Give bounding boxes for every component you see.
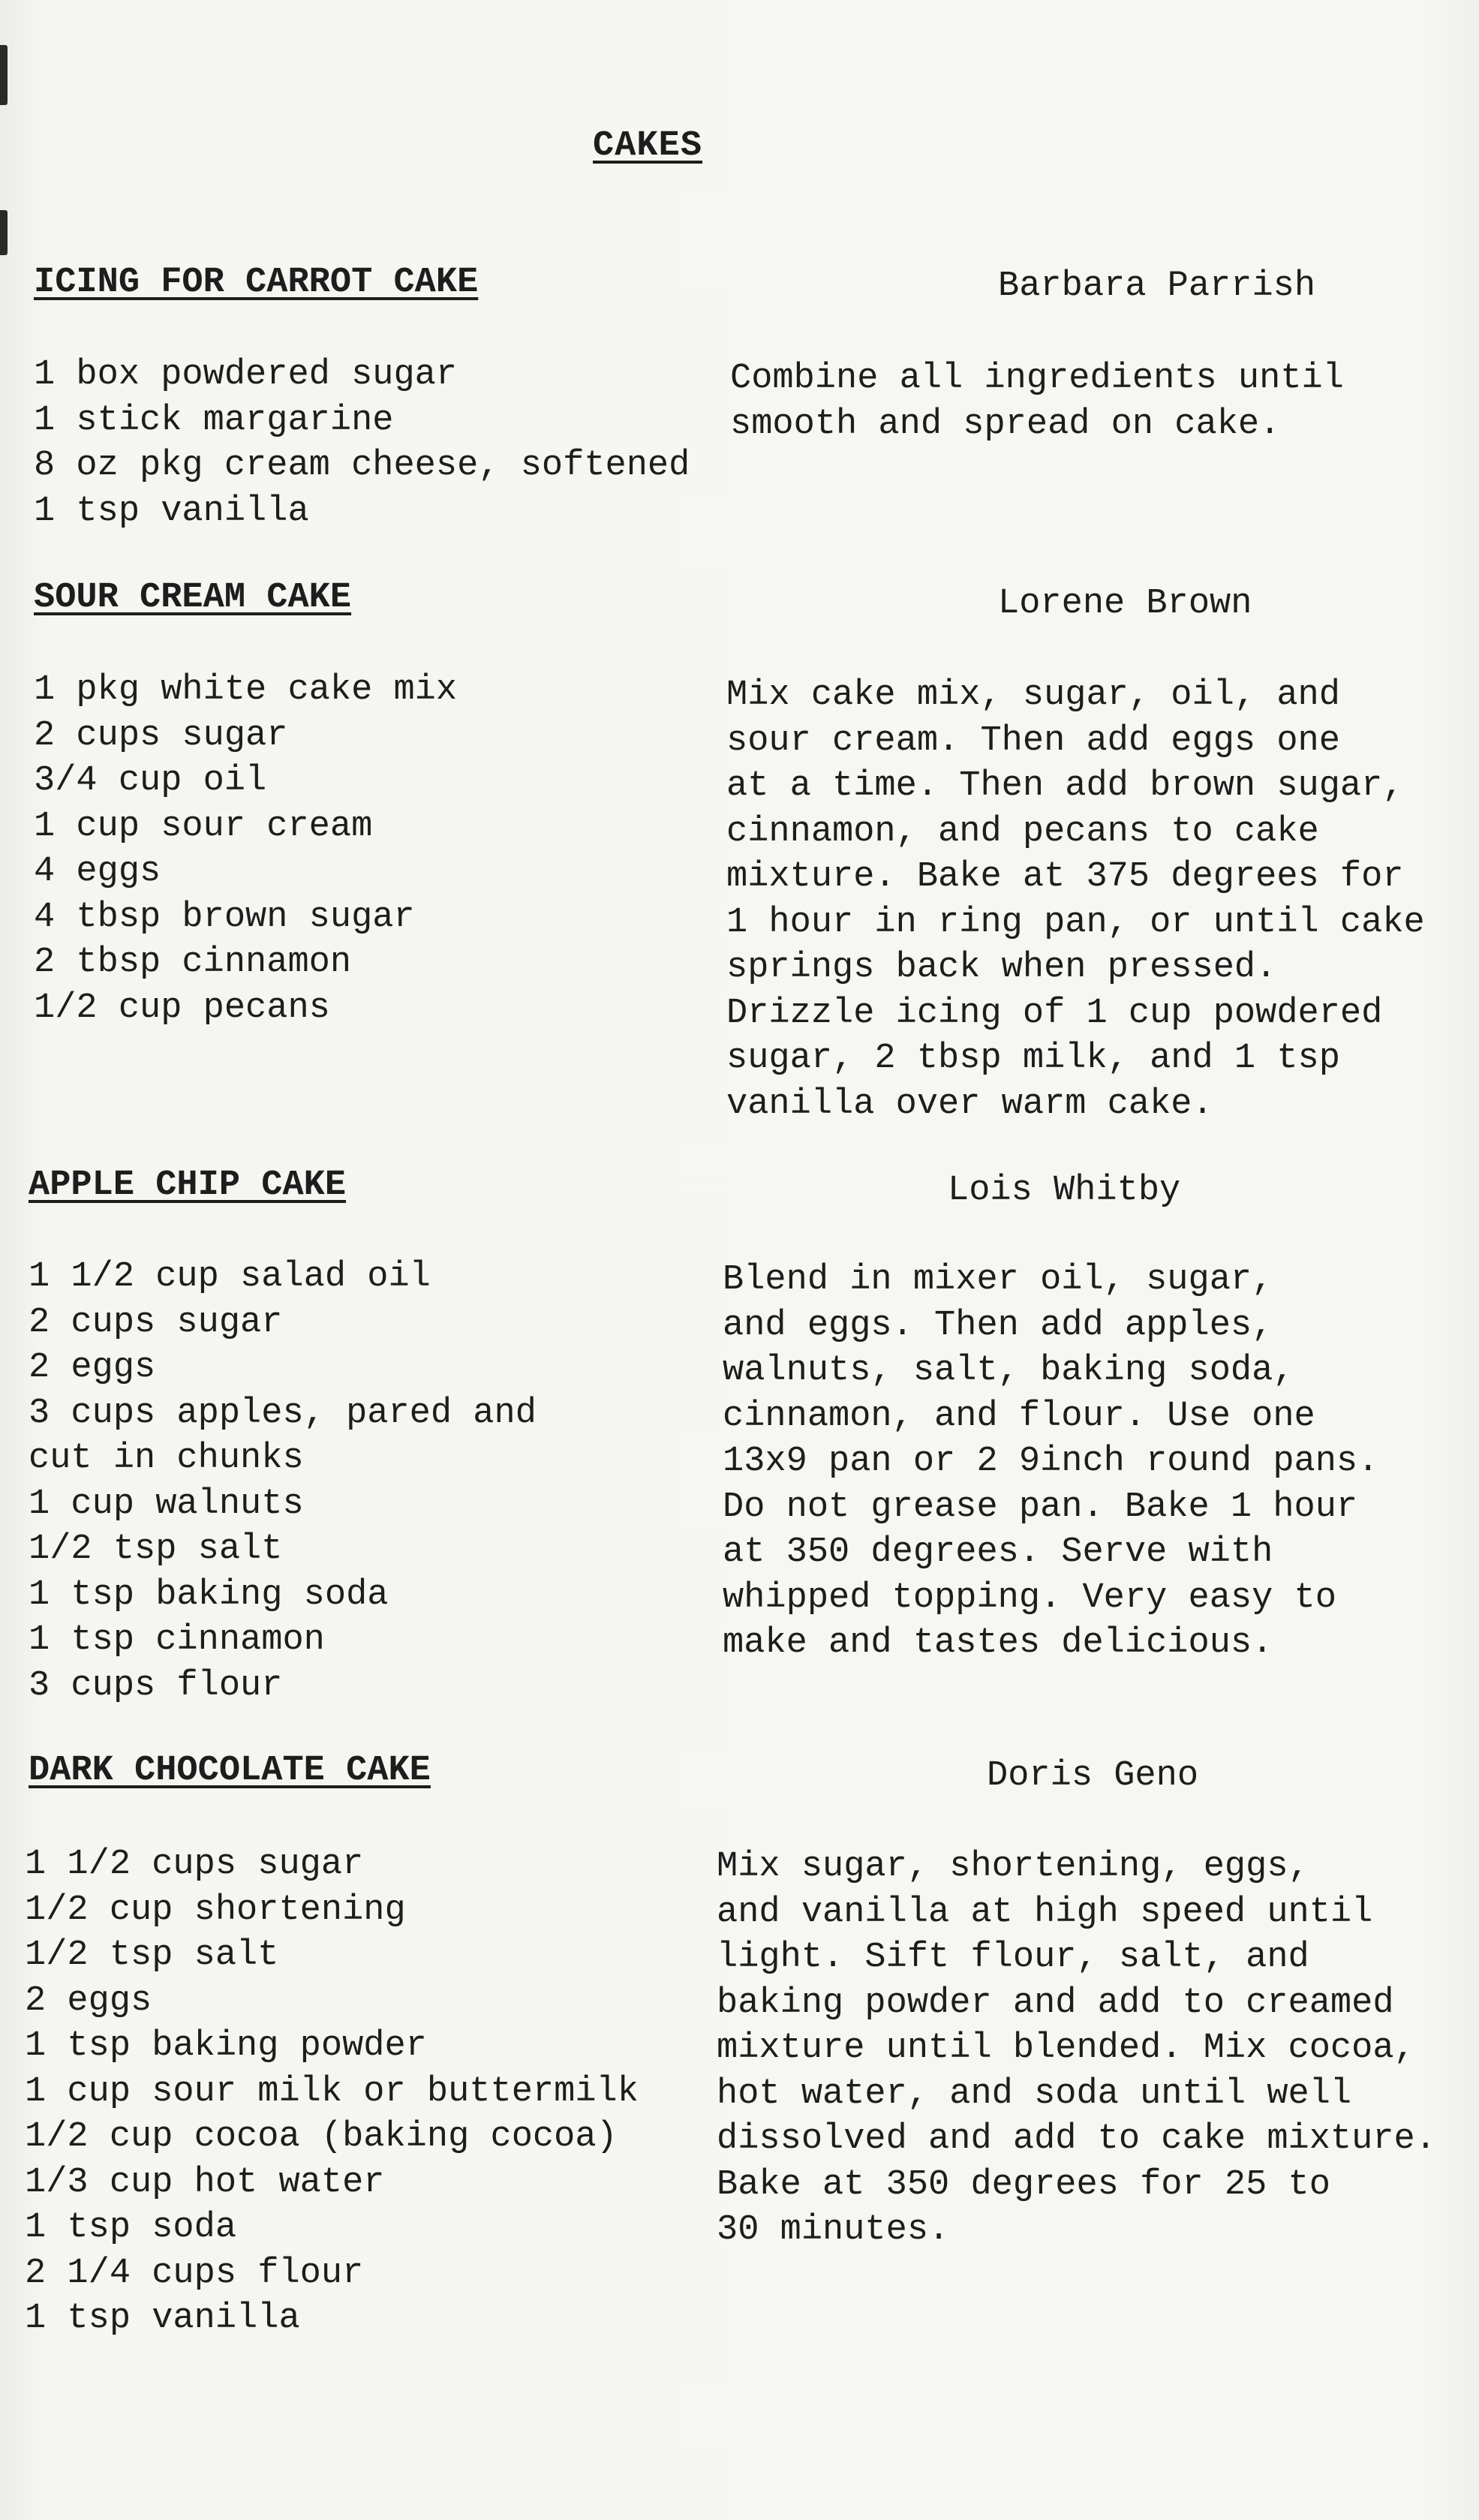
ingredient-item: 1 box powdered sugar — [34, 355, 458, 395]
ingredient-item: 1 tsp baking powder — [25, 2026, 427, 2066]
ingredient-item: 4 eggs — [34, 852, 161, 892]
instruction-line: make and tastes delicious. — [723, 1623, 1273, 1663]
ingredient-item: 2 eggs — [25, 1980, 152, 2021]
instruction-text — [730, 356, 1344, 447]
ingredient-list — [34, 353, 690, 534]
instruction-text — [717, 1845, 1436, 2254]
instruction-line: dissolved and add to cake mixture. — [717, 2119, 1436, 2159]
instruction-line: whipped topping. Very easy to — [723, 1577, 1336, 1618]
ingredient-item: 2 tbsp cinnamon — [34, 943, 352, 982]
instruction-line: vanilla over warm cake. — [726, 1084, 1213, 1124]
ingredient-item: 3 cups apples, pared and — [29, 1393, 537, 1433]
recipe-author: Lois Whitby — [948, 1171, 1181, 1210]
ingredient-item: 1/2 cup shortening — [25, 1890, 406, 1930]
instruction-line: mixture. Bake at 375 degrees for — [726, 857, 1404, 897]
ingredient-item: 1 pkg white cake mix — [34, 670, 458, 710]
instruction-line: Bake at 350 degrees for 25 to — [717, 2164, 1330, 2205]
instruction-line: cinnamon, and pecans to cake — [726, 811, 1319, 852]
recipe-author: Doris Geno — [987, 1756, 1199, 1796]
instruction-line: mixture until blended. Mix cocoa, — [717, 2028, 1415, 2068]
ingredient-item: 1 stick margarine — [34, 400, 394, 441]
instruction-line: sugar, 2 tbsp milk, and 1 tsp — [726, 1039, 1340, 1078]
instruction-text — [726, 673, 1425, 1127]
ingredient-list — [34, 668, 457, 1031]
page-title: CAKES — [593, 126, 703, 166]
ingredient-list — [25, 1842, 639, 2342]
instruction-line: and eggs. Then add apples, — [723, 1305, 1273, 1346]
instruction-line: hot water, and soda until well — [717, 2073, 1352, 2114]
instruction-line: and vanilla at high speed until — [717, 1892, 1373, 1932]
binding-hole-mark — [0, 210, 8, 255]
ingredient-item: 1/2 tsp salt — [25, 1935, 279, 1975]
ingredient-item: 1 cup sour cream — [34, 806, 373, 847]
ingredient-item: 2 eggs — [29, 1348, 156, 1388]
instruction-line: 13x9 pan or 2 9inch round pans. — [723, 1442, 1379, 1481]
instruction-line: at a time. Then add brown sugar, — [726, 766, 1404, 806]
instruction-line: sour cream. Then add eggs one — [726, 720, 1340, 761]
recipe-author: Barbara Parrish — [998, 266, 1316, 306]
ingredient-item: 8 oz pkg cream cheese, softened — [34, 446, 690, 486]
ingredient-item: 1/2 cup pecans — [34, 988, 330, 1028]
instruction-line: 30 minutes. — [717, 2210, 950, 2250]
ingredient-item: 2 1/4 cups flour — [25, 2253, 364, 2293]
ingredient-item: 1/3 cup hot water — [25, 2162, 385, 2203]
recipe-title: SOUR CREAM CAKE — [34, 578, 352, 618]
ingredient-item: 1 tsp vanilla — [34, 491, 309, 531]
instruction-line: at 350 degrees. Serve with — [723, 1532, 1273, 1572]
ingredient-item: 1/2 tsp salt — [29, 1529, 283, 1569]
recipe-author: Lorene Brown — [998, 584, 1252, 624]
ingredient-item: 3 cups flour — [29, 1665, 283, 1706]
instruction-line: baking powder and add to creamed — [717, 1983, 1394, 2023]
ingredient-item: 1 cup walnuts — [29, 1484, 304, 1524]
instruction-line: Mix cake mix, sugar, oil, and — [726, 675, 1340, 715]
ingredient-item: 2 cups sugar — [29, 1302, 283, 1343]
recipe-title: ICING FOR CARROT CAKE — [34, 263, 479, 302]
ingredient-item: 1 1/2 cup salad oil — [29, 1257, 431, 1297]
ingredient-item: 1 tsp vanilla — [25, 2299, 300, 2338]
instruction-line: cinnamon, and flour. Use one — [723, 1396, 1315, 1436]
instruction-line: Mix sugar, shortening, eggs, — [717, 1847, 1309, 1887]
binding-hole-mark — [0, 45, 8, 105]
instruction-line: Drizzle icing of 1 cup powdered — [726, 993, 1383, 1033]
ingredient-item: 4 tbsp brown sugar — [34, 897, 415, 937]
recipe-title: APPLE CHIP CAKE — [29, 1165, 347, 1205]
instruction-line: Blend in mixer oil, sugar, — [723, 1260, 1273, 1300]
ingredient-item: 1 1/2 cups sugar — [25, 1845, 364, 1884]
instruction-line: light. Sift flour, salt, and — [717, 1938, 1309, 1977]
ingredient-item: 3/4 cup oil — [34, 761, 267, 801]
ingredient-item: cut in chunks — [29, 1439, 304, 1478]
instruction-line: Do not grease pan. Bake 1 hour — [723, 1487, 1358, 1527]
instruction-line: springs back when pressed. — [726, 948, 1277, 988]
instruction-text — [723, 1258, 1378, 1667]
ingredient-item: 1 tsp baking soda — [29, 1574, 389, 1615]
instruction-line: smooth and spread on cake. — [730, 404, 1281, 444]
ingredient-list — [29, 1255, 537, 1709]
recipe-title: DARK CHOCOLATE CAKE — [29, 1751, 431, 1791]
ingredient-item: 2 cups sugar — [34, 715, 288, 756]
instruction-line: walnuts, salt, baking soda, — [723, 1351, 1294, 1391]
ingredient-item: 1 tsp cinnamon — [29, 1620, 325, 1660]
ingredient-item: 1/2 cup cocoa (baking cocoa) — [25, 2117, 618, 2157]
instruction-line: Combine all ingredients until — [730, 359, 1344, 398]
ingredient-item: 1 tsp soda — [25, 2208, 237, 2248]
ingredient-item: 1 cup sour milk or buttermilk — [25, 2071, 639, 2112]
instruction-line: 1 hour in ring pan, or until cake — [726, 902, 1425, 943]
